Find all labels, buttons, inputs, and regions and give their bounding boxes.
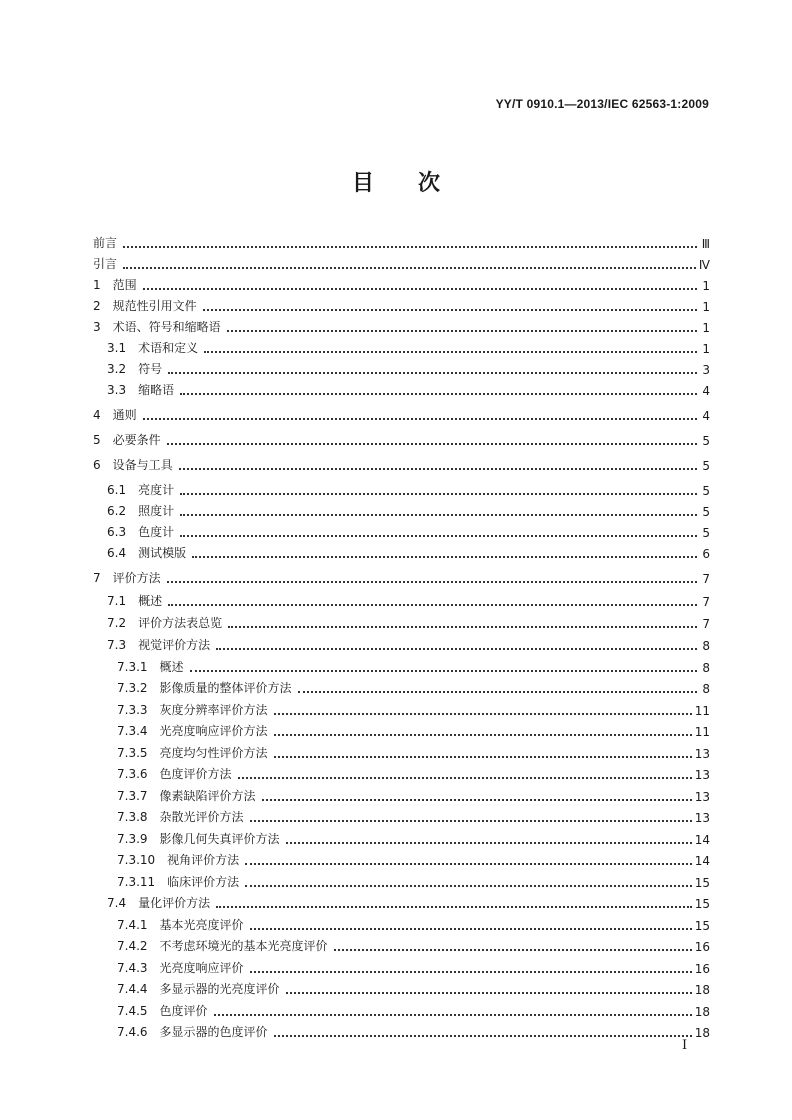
toc-entry[interactable] [93, 872, 710, 890]
toc-entry-label [93, 297, 197, 314]
toc-leader-dots [250, 970, 692, 973]
toc-entry-page: 11 [694, 704, 710, 718]
toc-entry-title: 符号 [138, 362, 163, 376]
toc-entry-number: 6.3 [107, 525, 127, 539]
toc-entry-number: 6.4 [107, 546, 127, 560]
toc-entry-title: 量化评价方法 [138, 896, 211, 910]
toc-entry[interactable] [93, 568, 710, 586]
toc-entry-number: 7.4.6 [117, 1025, 148, 1039]
toc-entry[interactable] [93, 296, 710, 314]
toc-entry-number: 7.3.6 [117, 767, 148, 781]
toc-entry-title: 评价方法 [112, 571, 161, 585]
toc-entry-title: 设备与工具 [112, 458, 173, 472]
toc-entry-title: 临床评价方法 [167, 875, 240, 889]
toc-leader-dots [168, 371, 697, 374]
toc-leader-dots [143, 417, 697, 420]
toc-entry-number: 7.3.3 [117, 703, 148, 717]
toc-leader-dots [180, 534, 697, 537]
toc-entry-title: 照度计 [138, 504, 175, 518]
toc-entry-label [107, 339, 198, 356]
toc-entry-title: 多显示器的色度评价 [159, 1025, 268, 1039]
toc-entry-title: 多显示器的光亮度评价 [159, 982, 280, 996]
toc-entry-label [93, 255, 117, 272]
toc-entry-label [117, 851, 239, 868]
toc-entry-page: 4 [702, 409, 710, 423]
toc-entry-number: 7.3.11 [117, 875, 156, 889]
toc-entry-page: 6 [702, 547, 710, 561]
toc-entry-label [117, 787, 256, 804]
toc-entry-title: 引言 [93, 257, 118, 271]
toc-leader-dots [274, 733, 692, 736]
toc-entry[interactable] [93, 743, 710, 761]
toc-entry[interactable] [93, 380, 710, 398]
toc-entry[interactable] [93, 233, 710, 251]
toc-entry-label [107, 360, 162, 377]
toc-entry-page: 16 [694, 962, 710, 976]
toc-entry-page: 8 [702, 661, 710, 675]
toc-entry-number: 7.4.2 [117, 939, 148, 953]
toc-entry-number: 6.2 [107, 504, 127, 518]
toc-entry[interactable] [93, 1001, 710, 1019]
toc-entry[interactable] [93, 893, 710, 911]
toc-entry-title: 术语和定义 [138, 341, 199, 355]
toc-entry[interactable] [93, 405, 710, 423]
toc-entry-page: 7 [702, 572, 710, 586]
toc-entry-label [107, 481, 174, 498]
toc-entry-title: 色度评价 [159, 1004, 208, 1018]
toc-entry-number: 6.1 [107, 483, 127, 497]
toc-entry-title: 前言 [93, 236, 118, 250]
toc-entry[interactable] [93, 522, 710, 540]
toc-entry-page: 11 [694, 725, 710, 739]
toc-entry-number: 4 [93, 408, 101, 422]
title-char-2: 次 [418, 171, 441, 196]
toc-leader-dots [334, 948, 692, 951]
toc-entry-page: 4 [702, 384, 710, 398]
toc-entry-page: 1 [702, 342, 710, 356]
toc-leader-dots [250, 927, 692, 930]
document-code: YY/T 0910.1—2013/IEC 62563-1:2009 [495, 97, 709, 111]
toc-entry-title: 基本光亮度评价 [159, 918, 244, 932]
toc-leader-dots [167, 442, 697, 445]
toc-entry-title: 不考虑环境光的基本光亮度评价 [159, 939, 328, 953]
toc-entry-number: 7.3.9 [117, 832, 148, 846]
toc-leader-dots [203, 308, 697, 311]
toc-entry-page: 8 [702, 639, 710, 653]
toc-entry-label [93, 431, 161, 448]
toc-leader-dots [250, 819, 692, 822]
toc-entry-title: 视觉评价方法 [138, 638, 211, 652]
toc-entry-label [93, 318, 221, 335]
toc-entry-page: 5 [702, 434, 710, 448]
toc-entry-number: 7.3.10 [117, 853, 156, 867]
toc-leader-dots [167, 580, 697, 583]
toc-entry[interactable] [93, 721, 710, 739]
toc-entry-number: 7.3.7 [117, 789, 148, 803]
toc-leader-dots [168, 603, 697, 606]
toc-entry-label [93, 276, 137, 293]
page-title [0, 166, 792, 197]
toc-entry-number: 7.3.2 [117, 681, 148, 695]
toc-leader-dots [123, 245, 697, 248]
toc-leader-dots [204, 350, 697, 353]
toc-entry-page: 13 [694, 811, 710, 825]
toc-leader-dots [274, 712, 692, 715]
toc-entry[interactable] [93, 764, 710, 782]
toc-entry[interactable] [93, 850, 710, 868]
toc-entry-number: 1 [93, 278, 101, 292]
toc-entry-number: 7.3.5 [117, 746, 148, 760]
toc-entry[interactable] [93, 958, 710, 976]
toc-entry-title: 色度计 [138, 525, 175, 539]
toc-entry[interactable] [93, 591, 710, 609]
toc-leader-dots [245, 862, 692, 865]
toc-entry-title: 视角评价方法 [167, 853, 240, 867]
toc-leader-dots [298, 690, 697, 693]
toc-leader-dots [227, 329, 697, 332]
toc-entry-number: 7.4.5 [117, 1004, 148, 1018]
toc-entry-page: 5 [702, 459, 710, 473]
toc-entry-page: 14 [694, 833, 710, 847]
toc-entry-title: 评价方法表总览 [138, 616, 223, 630]
toc-entry-label [107, 544, 186, 561]
toc-entry-label [93, 569, 161, 586]
toc-entry-label [107, 381, 174, 398]
toc-entry-page: 7 [702, 617, 710, 631]
toc-entry-number: 3 [93, 320, 101, 334]
toc-entry-page: 5 [702, 526, 710, 540]
toc-entry-label [117, 808, 244, 825]
toc-entry-number: 2 [93, 299, 101, 313]
toc-entry-page: Ⅳ [698, 258, 710, 272]
toc-entry-page: 5 [702, 484, 710, 498]
toc-entry[interactable] [93, 275, 710, 293]
toc-entry-title: 影像几何失真评价方法 [159, 832, 280, 846]
toc-entry-page: 18 [694, 1026, 710, 1040]
toc-entry-label [117, 1023, 268, 1040]
toc-entry-title: 像素缺陷评价方法 [159, 789, 256, 803]
toc-entry-page: 8 [702, 682, 710, 696]
toc-leader-dots [286, 841, 692, 844]
toc-entry-number: 5 [93, 433, 101, 447]
toc-entry-title: 影像质量的整体评价方法 [159, 681, 292, 695]
toc-entry-title: 术语、符号和缩略语 [112, 320, 221, 334]
toc-entry[interactable] [93, 543, 710, 561]
toc-entry-label [117, 873, 239, 890]
toc-entry-number: 7.4.1 [117, 918, 148, 932]
toc-leader-dots [123, 266, 696, 269]
title-char-1: 目 [351, 171, 374, 196]
toc-entry-title: 概述 [138, 594, 163, 608]
toc-entry-title: 杂散光评价方法 [159, 810, 244, 824]
toc-entry-title: 规范性引用文件 [112, 299, 197, 313]
toc-entry-label [117, 959, 244, 976]
toc-leader-dots [180, 513, 697, 516]
toc-leader-dots [190, 669, 697, 672]
toc-entry[interactable] [93, 786, 710, 804]
toc-entry-label [107, 523, 174, 540]
toc-entry-label [93, 456, 173, 473]
toc-entry-label [107, 894, 210, 911]
toc-entry-label [117, 830, 280, 847]
toc-entry-label [117, 658, 184, 675]
toc-leader-dots [238, 776, 692, 779]
toc-entry-number: 7.4.4 [117, 982, 148, 996]
toc-leader-dots [216, 905, 692, 908]
toc-entry-label [117, 1002, 208, 1019]
toc-leader-dots [274, 1034, 692, 1037]
toc-entry-label [117, 679, 292, 696]
toc-entry-page: 15 [694, 876, 710, 890]
toc-leader-dots [274, 755, 692, 758]
toc-entry-number: 7.1 [107, 594, 127, 608]
toc-entry-number: 7.2 [107, 616, 127, 630]
toc-entry-title: 缩略语 [138, 383, 175, 397]
toc-entry-title: 范围 [112, 278, 137, 292]
toc-leader-dots [180, 392, 697, 395]
toc-leader-dots [192, 555, 697, 558]
toc-entry-title: 灰度分辨率评价方法 [159, 703, 268, 717]
toc-entry-label [107, 502, 174, 519]
toc-entry-page: 14 [694, 854, 710, 868]
toc-entry[interactable] [93, 936, 710, 954]
toc-leader-dots [180, 492, 697, 495]
toc-entry[interactable] [93, 915, 710, 933]
toc-leader-dots [179, 467, 697, 470]
toc-entry[interactable] [93, 254, 710, 272]
toc-entry-title: 光亮度响应评价方法 [159, 724, 268, 738]
toc-entry[interactable] [93, 480, 710, 498]
toc-entry-label [117, 980, 280, 997]
toc-entry-page: 1 [702, 279, 710, 293]
toc-entry[interactable] [93, 807, 710, 825]
toc-entry[interactable] [93, 455, 710, 473]
toc-entry-number: 7 [93, 571, 101, 585]
toc-entry-label [117, 765, 232, 782]
toc-entry-label [93, 234, 117, 251]
toc-entry-label [117, 744, 268, 761]
toc-entry-title: 色度评价方法 [159, 767, 232, 781]
toc-entry-page: 13 [694, 747, 710, 761]
toc-entry[interactable] [93, 678, 710, 696]
toc-entry[interactable] [93, 338, 710, 356]
toc-entry-page: 1 [702, 300, 710, 314]
toc-entry-page: Ⅲ [701, 237, 710, 251]
toc-entry-title: 测试模版 [138, 546, 187, 560]
toc-entry-label [107, 636, 210, 653]
toc-entry[interactable] [93, 613, 710, 631]
toc-leader-dots [262, 798, 692, 801]
toc-entry-page: 18 [694, 1005, 710, 1019]
toc-entry-label [117, 937, 328, 954]
toc-entry-number: 7.4.3 [117, 961, 148, 975]
toc-entry[interactable] [93, 700, 710, 718]
toc-entry[interactable] [93, 979, 710, 997]
toc-entry-page: 16 [694, 940, 710, 954]
toc-leader-dots [286, 991, 692, 994]
toc-entry-label [117, 916, 244, 933]
toc-entry-number: 3.3 [107, 383, 127, 397]
toc-entry[interactable] [93, 501, 710, 519]
toc-entry-number: 7.3.4 [117, 724, 148, 738]
toc-entry-number: 6 [93, 458, 101, 472]
toc-entry[interactable] [93, 359, 710, 377]
toc-entry-label [117, 701, 268, 718]
toc-entry-title: 亮度计 [138, 483, 175, 497]
toc-entry-title: 亮度均匀性评价方法 [159, 746, 268, 760]
toc-leader-dots [143, 287, 697, 290]
toc-entry-title: 光亮度响应评价 [159, 961, 244, 975]
toc-entry-page: 18 [694, 983, 710, 997]
toc-entry[interactable] [93, 829, 710, 847]
toc-entry-title: 必要条件 [112, 433, 161, 447]
toc-entry[interactable] [93, 1022, 710, 1040]
toc-entry[interactable] [93, 430, 710, 448]
toc-entry-number: 7.4 [107, 896, 127, 910]
toc-entry[interactable] [93, 317, 710, 335]
toc-entry-title: 概述 [159, 660, 184, 674]
toc-entry-number: 7.3 [107, 638, 127, 652]
toc-leader-dots [214, 1013, 692, 1016]
toc-entry-number: 7.3.8 [117, 810, 148, 824]
toc-entry-page: 13 [694, 768, 710, 782]
toc-entry[interactable] [93, 657, 710, 675]
toc-entry-page: 15 [694, 919, 710, 933]
toc-entry-title: 通则 [112, 408, 137, 422]
toc-leader-dots [228, 625, 697, 628]
toc-entry-label [107, 592, 162, 609]
toc-entry-page: 3 [702, 363, 710, 377]
toc-entry-page: 1 [702, 321, 710, 335]
toc-entry-page: 15 [694, 897, 710, 911]
toc-entry-number: 7.3.1 [117, 660, 148, 674]
toc-leader-dots [216, 647, 697, 650]
page-number: I [682, 1038, 688, 1053]
toc-entry-page: 5 [702, 505, 710, 519]
toc-entry-label [117, 722, 268, 739]
toc-entry-page: 7 [702, 595, 710, 609]
toc-entry-number: 3.1 [107, 341, 127, 355]
toc-entry[interactable] [93, 635, 710, 653]
toc-entry-label [93, 406, 137, 423]
toc-leader-dots [245, 884, 692, 887]
toc-entry-number: 3.2 [107, 362, 127, 376]
toc-entry-page: 13 [694, 790, 710, 804]
toc-entry-label [107, 614, 222, 631]
